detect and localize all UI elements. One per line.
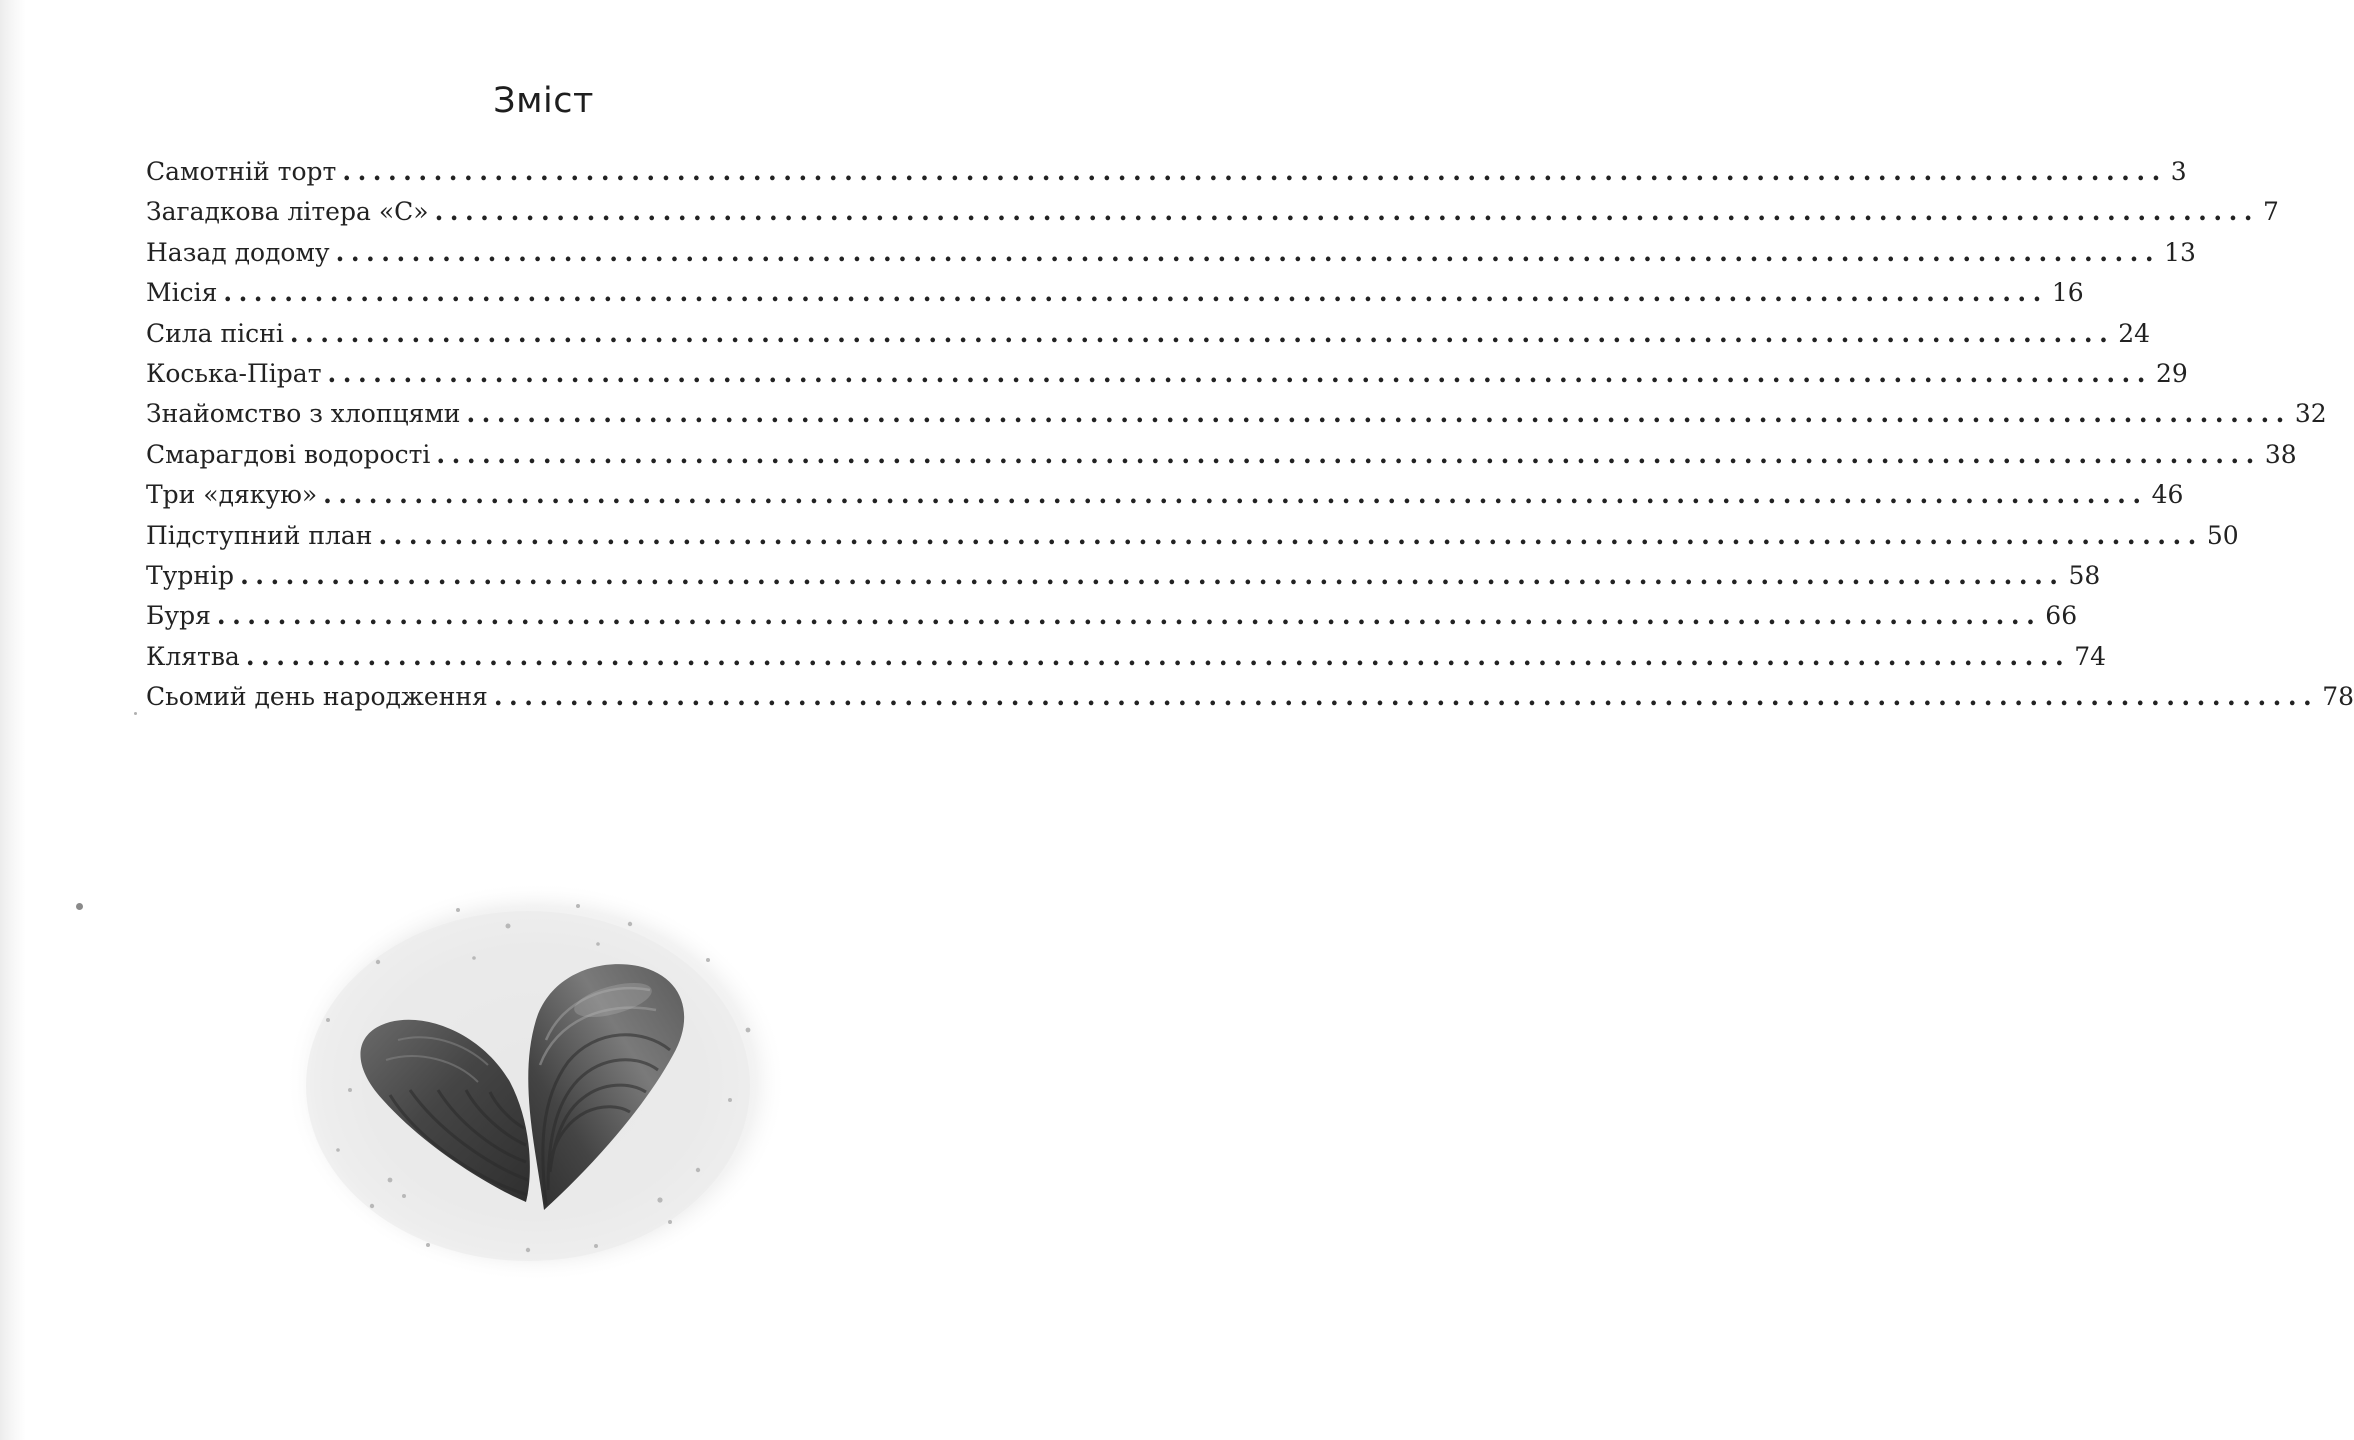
toc-entry-title: Назад додому — [146, 237, 330, 267]
table-of-contents — [146, 152, 2354, 717]
toc-entry[interactable] — [146, 516, 2239, 556]
toc-entry[interactable] — [146, 637, 2107, 677]
toc-entry[interactable] — [146, 233, 2196, 273]
toc-entry-page: 13 — [2164, 237, 2196, 267]
toc-leader-dots: ........................................................................................................................ — [378, 520, 2203, 550]
toc-leader-dots: ........................................................................................................................ — [335, 237, 2161, 267]
toc-entry-title: Місія — [146, 278, 218, 308]
ink-speck — [76, 903, 83, 910]
toc-leader-dots: ........................................................................................................................ — [466, 399, 2291, 429]
toc-entry[interactable] — [146, 394, 2327, 434]
toc-entry[interactable] — [146, 596, 2078, 636]
toc-entry-title: Знайомство з хлопцями — [146, 399, 461, 429]
mussel-shells-heart-icon — [278, 850, 798, 1280]
toc-entry-page: 50 — [2206, 520, 2239, 550]
toc-entry[interactable] — [146, 354, 2188, 394]
toc-entry-page: 46 — [2151, 480, 2184, 510]
toc-entry-title: Буря — [146, 601, 211, 631]
toc-entry[interactable] — [146, 273, 2084, 313]
toc-entry[interactable] — [146, 677, 2354, 717]
toc-entry-title: Клятва — [146, 641, 240, 671]
toc-leader-dots: ........................................................................................................................ — [342, 157, 2167, 186]
toc-leader-dots: ........................................................................................................................ — [436, 439, 2261, 469]
toc-leader-dots: ........................................................................................................................ — [323, 480, 2148, 510]
toc-entry-page: 32 — [2294, 399, 2327, 429]
toc-entry-page: 58 — [2068, 560, 2101, 590]
toc-entry[interactable] — [146, 314, 2151, 354]
toc-entry-title: Три «дякую» — [146, 480, 318, 510]
toc-entry-page: 38 — [2264, 439, 2297, 469]
toc-entry[interactable] — [146, 556, 2101, 596]
toc-leader-dots: ........................................................................................................................ — [289, 318, 2115, 348]
toc-entry[interactable] — [146, 192, 2279, 232]
toc-entry-page: 24 — [2118, 318, 2151, 348]
toc-entry-page: 16 — [2051, 278, 2084, 308]
toc-entry-title: Смарагдові водорості — [146, 439, 431, 469]
ink-speck — [134, 712, 137, 715]
toc-entry-page: 7 — [2263, 197, 2279, 227]
toc-entry-title: Підступний план — [146, 520, 373, 550]
toc-leader-dots: ........................................................................................................................ — [327, 358, 2152, 388]
toc-leader-dots: ........................................................................................................................ — [245, 641, 2071, 671]
toc-entry-title: Загадкова літера «С» — [146, 197, 429, 227]
toc-entry-title: Сьомий день народження — [146, 682, 488, 712]
toc-entry-page: 74 — [2074, 641, 2107, 671]
toc-entry[interactable] — [146, 475, 2184, 515]
toc-entry-page: 29 — [2155, 358, 2188, 388]
toc-leader-dots: ........................................................................................................................ — [216, 601, 2042, 631]
toc-entry-page: 66 — [2045, 601, 2078, 631]
toc-leader-dots: ........................................................................................................................ — [493, 682, 2319, 712]
toc-leader-dots: ........................................................................................................................ — [223, 278, 2048, 308]
toc-entry[interactable] — [146, 435, 2297, 475]
page-edge-shadow — [0, 0, 26, 1440]
toc-entry-title: Сила пісні — [146, 318, 284, 348]
toc-entry-title: Коська-Пірат — [146, 358, 322, 388]
toc-entry[interactable] — [146, 152, 2187, 192]
page-title: Зміст — [493, 81, 594, 122]
toc-entry-title: Самотній торт — [146, 157, 337, 186]
toc-leader-dots: ........................................................................................................................ — [434, 197, 2259, 227]
toc-entry-title: Турнір — [146, 560, 235, 590]
toc-leader-dots: ........................................................................................................................ — [240, 560, 2065, 590]
toc-entry-page: 78 — [2322, 682, 2354, 712]
toc-entry-page: 3 — [2170, 157, 2187, 186]
